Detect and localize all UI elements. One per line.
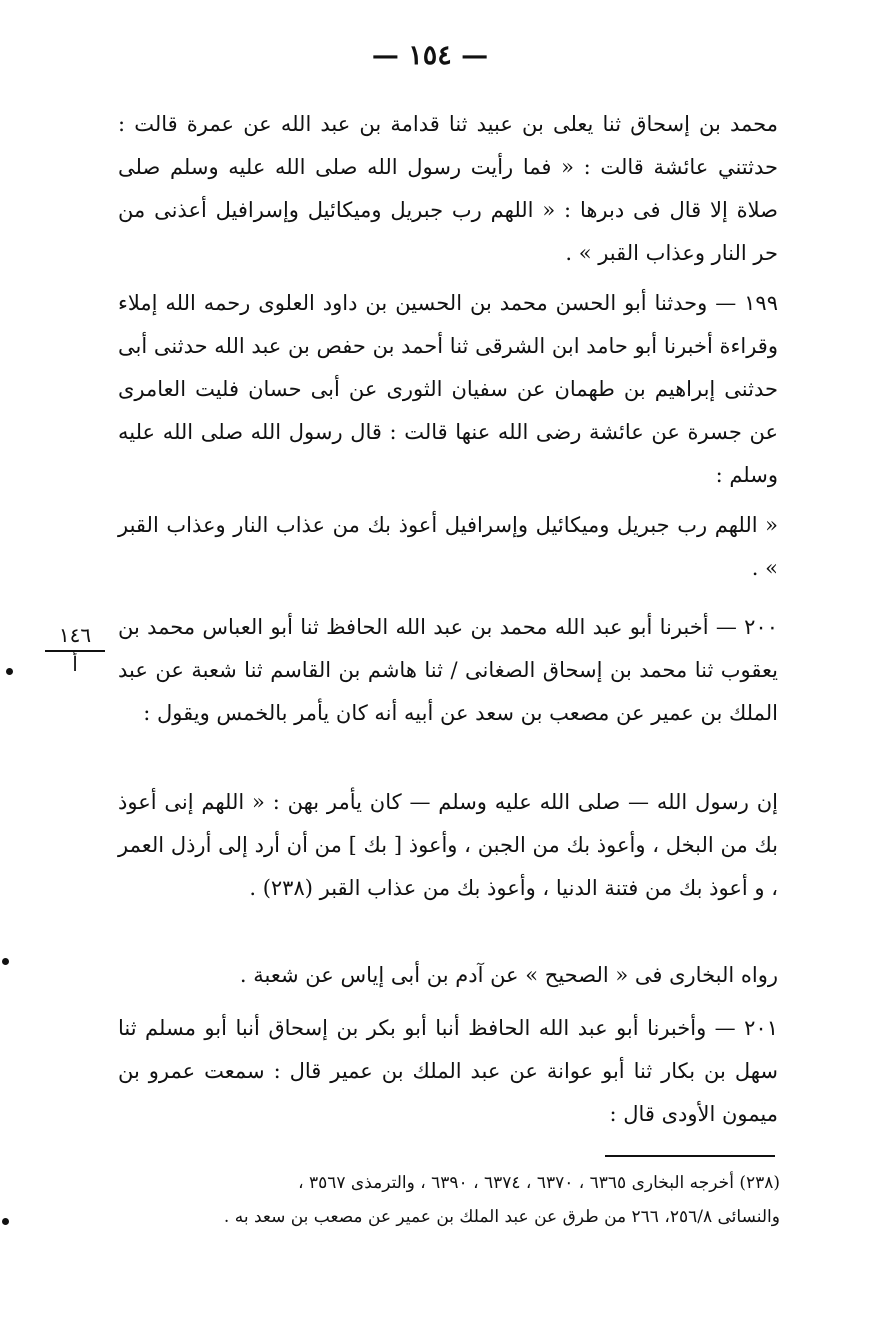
page-number: — ١٥٤ — [371,40,489,71]
footnote-line-2: والنسائى ٢٥٦/٨، ٢٦٦ من طرق عن عبد الملك بن عمير عن مصعب بن سعد به . [223,1207,780,1227]
manuscript-folio-marker [40,622,110,676]
footnote-divider [605,1155,775,1157]
footnote-line-1: (٢٣٨) أخرجه البخارى ٦٣٦٥ ، ٦٣٧٠ ، ٦٣٧٤ ، ٦٣٩٠ ، والترمذى ٣٥٦٧ ، [298,1173,780,1193]
scan-speck [6,668,13,675]
scan-speck [2,1218,9,1225]
paragraph-hadith-200-dua: إن رسول الله — صلى الله عليه وسلم — كان يأمر بهن : « اللهم إنى أعوذ بك من البخل ، وأعوذ بك من الجبن ، وأعوذ [ بك ] من أن أرد إلى أرذل العمر ، و أعوذ بك من فتنة الدنيا ، وأعوذ بك من عذاب القبر (٢٣٨) . [118,790,778,900]
folio-number: ١٤٦ [58,623,92,647]
paragraph-bukhari-note: رواه البخارى فى « الصحيح » عن آدم بن أبى إياس عن شعبة . [239,963,778,987]
paragraph-hadith-198-end: محمد بن إسحاق ثنا يعلى بن عبيد ثنا قدامة بن عبد الله عن عمرة قالت : حدثتني عائشة قالت : « فما رأيت رسول الله صلى الله عليه وسلم صلى صلاة إلا قال فى دبرها : « اللهم رب جبريل وميكائيل وإسرافيل أعذنى من حر النار وعذاب القبر » . [118,112,778,265]
folio-side: أ [72,652,78,676]
paragraph-hadith-201: ٢٠١ — وأخبرنا أبو عبد الله الحافظ أنبا أبو بكر بن إسحاق أنبا أبو مسلم ثنا سهل بن بكار ثنا أبو عوانة عن عبد الملك بن عمير قال : سمعت عمرو بن ميمون الأودى قال : [118,1016,778,1126]
paragraph-hadith-199-dua: « اللهم رب جبريل وميكائيل وإسرافيل أعوذ بك من عذاب النار وعذاب القبر » . [118,513,778,580]
paragraph-hadith-199: ١٩٩ — وحدثنا أبو الحسن محمد بن الحسين بن داود العلوى رحمه الله إملاء وقراءة أخبرنا أبو حامد ابن الشرقى ثنا أحمد بن حفص بن عبد الله حدثنى أبى حدثنى إبراهيم بن طهمان عن سفيان الثورى عن أبى حسان فليت العامرى عن جسرة عن عائشة رضى الله عنها قالت : قال رسول الله صلى الله عليه وسلم : [118,291,778,487]
scan-speck [2,958,9,965]
paragraph-hadith-200: ٢٠٠ — أخبرنا أبو عبد الله محمد بن عبد الله الحافظ ثنا أبو العباس محمد بن يعقوب ثنا محمد بن إسحاق الصغانى / ثنا هاشم بن القاسم ثنا شعبة عن عبد الملك بن عمير عن مصعب بن سعد عن أبيه أنه كان يأمر بالخمس ويقول : [118,615,778,725]
